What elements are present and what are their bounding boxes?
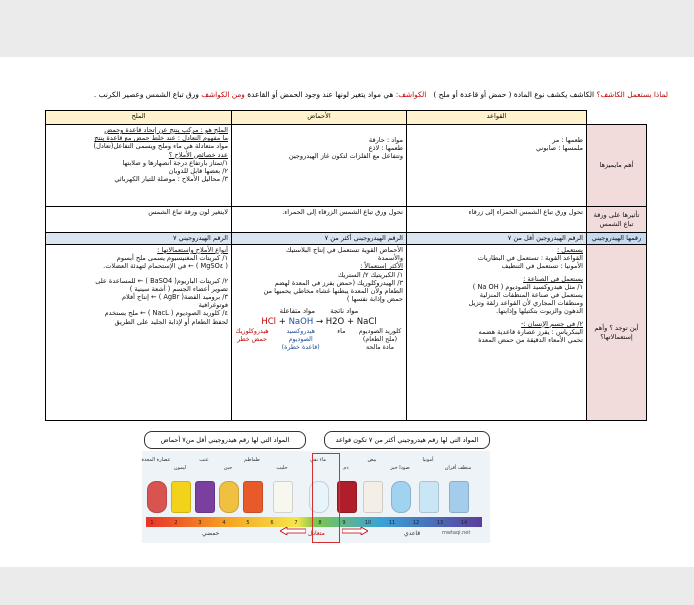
ph-acids: الرقم الهيدروجيني أكثر من ٧ [232, 233, 407, 245]
text-line: البنكرياس : يفرز عصارة قاعدية هضمه [478, 327, 583, 336]
arrow-right-icon [342, 527, 368, 535]
intro-line [30, 90, 668, 99]
substance-caption: منظف أفران [444, 465, 472, 471]
uses-acids [232, 245, 407, 421]
substance-picture [419, 481, 439, 513]
text-line: ٣/ محاليل الأملاح : موصلة للتيار الكهربائي [114, 175, 228, 184]
substance-caption: دم [343, 465, 349, 471]
text-line: فوتوغرافية [198, 301, 228, 310]
row-label-uses: أين توجد ؟ وأهم إستعمالاتها؟ [587, 245, 647, 421]
comparison-table [45, 110, 647, 421]
bases-pill: المواد التي لها رقم هيدروجيني أكثر من ٧ تكون قواعد [324, 431, 490, 449]
text-line: يستعمل في الصناعة : [523, 274, 583, 283]
eq-nacl-names [357, 328, 403, 352]
text-line: ٢/ بعضها قابل للذوبان [168, 167, 228, 176]
substance-picture [243, 481, 263, 513]
ph-number: 14 [460, 520, 468, 526]
ph-number: 8 [318, 520, 322, 526]
corner-cell [587, 111, 647, 125]
features-salts [46, 125, 232, 207]
text-line: ٢/ في جسم الإنسان :- [521, 319, 583, 328]
ph-scale-chart [142, 429, 490, 569]
header-acids: الأحماض [232, 111, 407, 125]
litmus-salts: لايتغير لون ورقة تباع الشمس [46, 207, 232, 233]
uses-salts [46, 245, 232, 421]
eq-nacl-note: (ملح الطعام) مادة مالحة [362, 336, 398, 352]
ph-number: 13 [436, 520, 444, 526]
text-line: الأحماض القوية تستعمل في إنتاج البلاستيك [286, 246, 403, 254]
ph-number: 11 [388, 520, 396, 526]
eq-hcl-names [235, 328, 269, 352]
substance-caption: أمونيا [422, 457, 434, 463]
eq-water-name: ماء [337, 328, 346, 336]
row-ph [46, 233, 647, 245]
text-line: ١/ الكبريتيك ٢/ الستريك [337, 270, 403, 279]
ph-number: 4 [222, 520, 226, 526]
arrow-left-icon [280, 527, 306, 535]
ph-number: 5 [246, 520, 250, 526]
equation-captions [235, 306, 403, 317]
eq-naoh-names [276, 328, 326, 352]
eq-products-caption: مواد ناتجة [330, 307, 359, 316]
text-line: الأكثر إستعمالاً : [360, 262, 403, 271]
eq-hcl-note: حمض خطر [237, 336, 267, 344]
eq-naoh-note: (قاعدة خطرة) [281, 344, 320, 352]
substance-picture [195, 481, 215, 513]
text-line: الطعام ولأن المعدة يبطنها غشاء مخاطي يحميها من [263, 287, 403, 296]
text-line: تصوير أعضاء الجسم ( أشعة سينية ) [129, 284, 228, 293]
table-header-row [46, 111, 647, 125]
header-bases: القواعد [407, 111, 587, 125]
text-line: ومنظفات المجاري لأن القواعد زلقة وتزيل [468, 299, 583, 308]
eq-plus: + [346, 317, 355, 328]
eq-hcl-name: هيدروكلوريك [235, 328, 269, 336]
ph-number: 7 [294, 520, 298, 526]
eq-plus: + [278, 317, 286, 328]
header-salts: الملح [46, 111, 232, 125]
eq-h2o: H2O [325, 317, 345, 328]
text-line: عدد خصائص الأملاح ؟ [168, 150, 228, 159]
base-word: قاعدي [404, 530, 421, 537]
substance-caption: ماء نقي [309, 457, 327, 463]
text-line: ملمسها : صابوني [535, 144, 583, 153]
substance-picture [363, 481, 383, 513]
eq-naoh: NaOH [288, 317, 314, 328]
eq-arrow: ← [315, 317, 324, 328]
text-line: ما مفهوم التعادل : عند خلط حمض مع قاعدة ينتج [94, 134, 228, 143]
examples-label: ومن الكواشف [201, 90, 245, 99]
definition-label: الكواشف: [395, 90, 427, 99]
text-line: مواد متعادلة هي ماء وملح ويسمى التفاعل(تعادل) [93, 142, 228, 151]
substance-caption: جبن [223, 465, 233, 471]
row-label-ph: رقمها الهيدروجيني [587, 233, 647, 245]
intro-text: الكاشف يكشف نوع المادة ( حمض أو قاعدة أو ملح ) [433, 90, 595, 99]
text-line: طعمها : مر [552, 136, 583, 144]
substance-picture [147, 481, 167, 513]
examples-text: ورق تباع الشمس وعصير الكرنب . [93, 90, 199, 99]
substance-caption: عصارة المعدة [141, 457, 171, 463]
text-line: والأسمدة [377, 254, 403, 263]
substance-picture [219, 481, 239, 513]
equation [235, 306, 403, 352]
eq-nacl-name: كلوريد الصوديوم [358, 328, 402, 336]
features-acids [232, 125, 407, 207]
ph-salts: الرقم الهيدروجيني ٧ [46, 233, 232, 245]
substance-caption: طماطم [244, 457, 260, 463]
substance-picture [391, 481, 411, 513]
ph-number: 10 [364, 520, 372, 526]
text-line: الدهون والزيوت بتكتيلها وإذابتها. [496, 307, 583, 316]
ph-number: 9 [342, 520, 346, 526]
equation-names [235, 328, 403, 352]
intro-question: لماذا يستعمل الكاشف؟ [596, 90, 668, 99]
row-label-features: أهم مايميزها [587, 125, 647, 207]
substance-picture [273, 481, 293, 513]
acids-pill: المواد التي لها رقم هيدروجيني أقل من٧ أحماض [144, 431, 306, 449]
text-line: ( MgSO٤ ) ← في الإستحمام لتهدئة العضلات. [103, 262, 228, 271]
text-line: القواعد القوية : تستعمل في البطاريات [477, 254, 583, 263]
row-label-litmus: تأثيرها على ورقة تباع الشمس [587, 207, 647, 233]
definition-text: هي مواد يتغير لونها عند وجود الحمض أو القاعدة [247, 90, 394, 99]
neutral-word: متعادل [308, 530, 325, 537]
eq-naoh-name: هيدروكسيد الصوديوم [286, 328, 315, 344]
text-line: الملح هو : مركب ينتج عن إتحاد قاعدة وحمض [104, 126, 228, 134]
substance-picture [449, 481, 469, 513]
row-features [46, 125, 647, 207]
substance-caption: عنب [199, 457, 209, 463]
text-line: طعمها : لاذع [368, 144, 403, 153]
row-uses [46, 245, 647, 421]
substance-picture [171, 481, 191, 513]
eq-hcl: HCl [261, 317, 277, 328]
litmus-bases: تحول ورق تباع الشمس الحمراء إلى زرقاء [407, 207, 587, 233]
uses-bases [407, 245, 587, 421]
ph-number: 2 [174, 520, 178, 526]
text-line: لحفظ الطعام أو لإذابة الجليد على الطريق [114, 317, 228, 326]
substance-caption: بيض [367, 457, 377, 463]
ph-number: 3 [198, 520, 202, 526]
text-line: أنواع الأملاح واستعمالاتها : [157, 246, 228, 254]
eq-nacl: NaCl [356, 317, 377, 328]
substance-caption: صودا خبز [390, 465, 410, 471]
text-line: ١/ كبريتات المغنيسيوم يسمى ملح أبسوم [116, 254, 228, 263]
text-line: الأمونيا : تستعمل في التنظيف [501, 262, 583, 271]
text-line: وتتفاعل مع الفلزات لتكون غاز الهيدروجين [288, 152, 403, 161]
ph-number: 12 [412, 520, 420, 526]
text-line: ٣/ بروميد الفضة( AgBr ) ← إنتاج أفلام [121, 293, 228, 302]
text-line: مواد : حارقة [368, 136, 403, 144]
features-bases [407, 125, 587, 207]
eq-reactants-caption: مواد متفاعلة [279, 307, 316, 316]
acid-word: حمضي [202, 530, 220, 537]
text-line: ٣/ الهيدروكلوريك (حمض يفرز في المعدة لهضم [274, 278, 403, 287]
worksheet-page [0, 57, 694, 567]
substance-caption: ليمون [173, 465, 187, 471]
text-line: ١/ مثل هيدروكسيد الصوديوم ( Na OH ) [472, 282, 583, 291]
text-line: ٤/ كلوريد الصوديوم ( NacL ) ← ملح يستخدم [104, 309, 228, 318]
text-line: يستعمل في صناعة المنظفات المنزلية [479, 291, 583, 300]
substance-picture [337, 481, 357, 513]
site-credit: mwtaqi.net [442, 530, 471, 536]
text-line: تحمي الأمعاء الدقيقة من حمض المعدة [478, 336, 583, 345]
text-line: يستعمل : [556, 246, 583, 254]
litmus-acids: تحول ورق تباع الشمس الزرقاء إلى الحمراء. [232, 207, 407, 233]
substance-caption: حليب [276, 465, 288, 471]
text-line: حمض وإذابة نفسها ) [346, 295, 403, 304]
text-line: ١/تمتاز بارتفاع درجة انصهارها و صلابتها [122, 158, 228, 167]
text-line: ٢/ كبريتات الباريوم( BaSO4 ) ← للمساعدة على [95, 276, 228, 285]
ph-bases: الرقم الهيدروجين أقل من ٧ [407, 233, 587, 245]
ph-number: 1 [150, 520, 154, 526]
row-litmus [46, 207, 647, 233]
ph-number: 6 [270, 520, 274, 526]
